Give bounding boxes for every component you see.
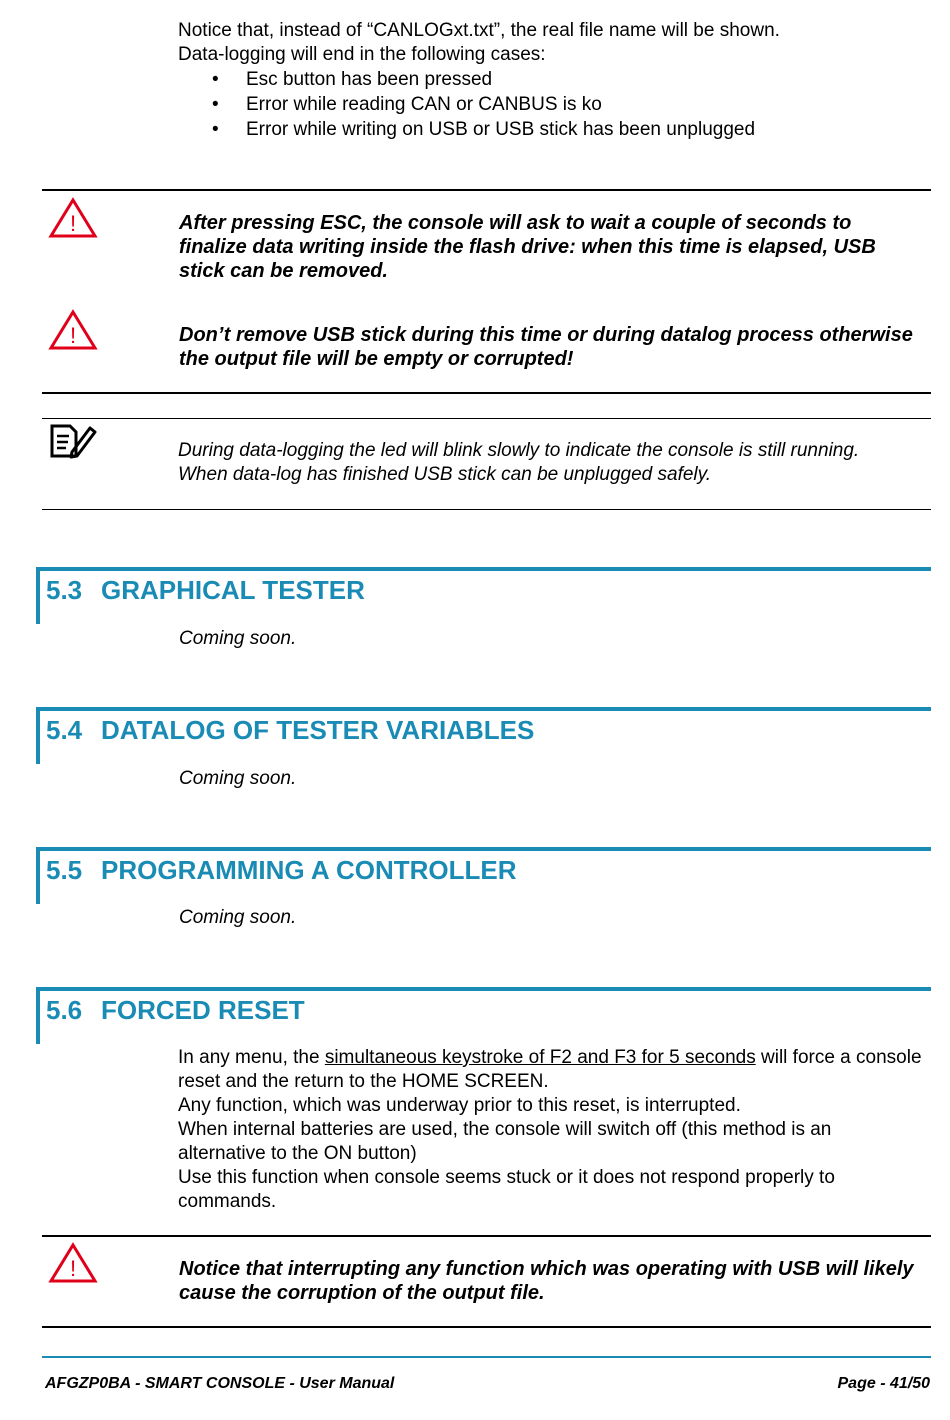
divider <box>42 392 931 394</box>
section-heading-5-4 <box>36 707 931 764</box>
divider <box>42 418 931 419</box>
divider <box>42 1235 931 1237</box>
section-title: FORCED RESET <box>101 995 305 1025</box>
section-number: 5.5 <box>46 855 83 885</box>
paragraph: When internal batteries are used, the console will switch off (this method is an alternative to the ON button) <box>178 1119 832 1164</box>
section-heading-5-6 <box>36 987 931 1044</box>
divider <box>42 1326 931 1328</box>
divider <box>42 189 931 191</box>
note-line-1: During data-logging the led will blink slowly to indicate the console is still running. <box>178 440 860 461</box>
intro-line-2: Data-logging will end in the following cases: <box>178 44 546 65</box>
section-title: GRAPHICAL TESTER <box>101 575 365 605</box>
footer-document-title: AFGZP0BA - SMART CONSOLE - User Manual <box>45 1375 395 1392</box>
warning-text-2: Don’t remove USB stick during this time or during datalog process otherwise the output file will be empty or corrupted! <box>179 324 913 370</box>
note-edit-icon <box>48 424 98 465</box>
list-item: • Error while reading CAN or CANBUS is ko <box>212 94 602 115</box>
section-number: 5.3 <box>46 575 83 605</box>
paragraph: Use this function when console seems stuck or it does not respond properly to commands. <box>178 1167 835 1212</box>
intro-block <box>178 19 918 142</box>
forced-reset-body <box>178 1046 923 1214</box>
bullet-icon: • <box>212 119 219 140</box>
warning-icon <box>48 1242 98 1289</box>
bullet-icon: • <box>212 69 219 90</box>
intro-bullet-list <box>178 67 918 142</box>
section-title: PROGRAMMING A CONTROLLER <box>101 855 517 885</box>
warning-icon <box>48 309 98 356</box>
svg-text:!: ! <box>69 211 77 236</box>
section-number: 5.6 <box>46 995 83 1025</box>
section-title: DATALOG OF TESTER VARIABLES <box>101 715 535 745</box>
divider <box>42 509 931 510</box>
section-body: Coming soon. <box>179 907 297 928</box>
intro-line-1: Notice that, instead of “CANLOGxt.txt”, the real file name will be shown. <box>178 20 780 41</box>
warning-text-3: Notice that interrupting any function which was operating with USB will likely cause the corruption of the output file. <box>179 1258 914 1304</box>
paragraph: In any menu, the simultaneous keystroke of F2 and F3 for 5 seconds will force a console reset and the return to the HOME SCREEN. <box>178 1047 922 1092</box>
footer-divider <box>42 1356 931 1358</box>
section-number: 5.4 <box>46 715 83 745</box>
section-heading-5-3 <box>36 567 931 624</box>
list-item: • Error while writing on USB or USB stick has been unplugged <box>212 119 756 140</box>
keystroke-emphasis: simultaneous keystroke of F2 and F3 for 5 seconds <box>324 1047 756 1068</box>
bullet-icon: • <box>212 94 219 115</box>
paragraph: Any function, which was underway prior to this reset, is interrupted. <box>178 1095 741 1116</box>
footer-page-number: Page - 41/50 <box>837 1375 930 1392</box>
warning-text-1: After pressing ESC, the console will ask to wait a couple of seconds to finalize data writing inside the flash drive: when this time is elapsed, USB stick can be removed. <box>179 212 876 282</box>
section-body: Coming soon. <box>179 628 297 649</box>
svg-text:!: ! <box>69 323 77 348</box>
warning-icon <box>48 197 98 244</box>
note-line-2: When data-log has finished USB stick can be unplugged safely. <box>178 464 712 485</box>
section-body: Coming soon. <box>179 768 297 789</box>
svg-text:!: ! <box>69 1256 77 1281</box>
list-item: • Esc button has been pressed <box>212 69 493 90</box>
section-heading-5-5 <box>36 847 931 904</box>
note-text <box>178 439 928 487</box>
